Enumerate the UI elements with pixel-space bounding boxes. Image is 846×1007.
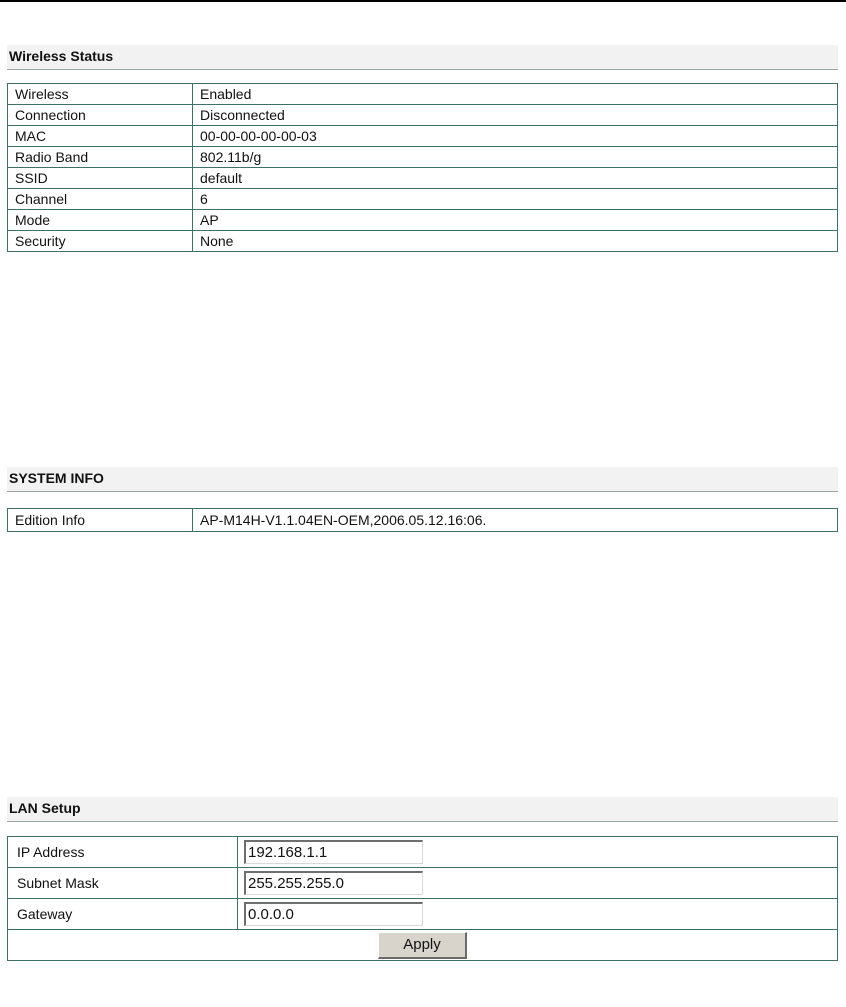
table-row <box>8 899 838 930</box>
table-row <box>8 168 838 189</box>
row-label-channel: Channel <box>8 189 193 210</box>
gateway-label: Gateway <box>8 899 238 930</box>
section-title: Wireless Status <box>7 45 838 70</box>
row-value-mode: AP <box>193 210 838 231</box>
table-row <box>8 105 838 126</box>
wireless-status-section <box>7 45 838 252</box>
row-value-edition-info: AP-M14H-V1.1.04EN-OEM,2006.05.12.16:06. <box>193 509 838 532</box>
row-value-connection: Disconnected <box>193 105 838 126</box>
ip-address-label: IP Address <box>8 837 238 868</box>
row-label-edition-info: Edition Info <box>8 509 193 532</box>
table-row <box>8 509 838 532</box>
table-row <box>8 126 838 147</box>
subnet-mask-label: Subnet Mask <box>8 868 238 899</box>
row-label-wireless: Wireless <box>8 84 193 105</box>
ip-address-cell <box>238 837 838 868</box>
table-row <box>8 147 838 168</box>
row-label-ssid: SSID <box>8 168 193 189</box>
top-divider <box>0 0 846 2</box>
gateway-cell <box>238 899 838 930</box>
row-label-security: Security <box>8 231 193 252</box>
section-title: LAN Setup <box>7 797 838 822</box>
row-value-security: None <box>193 231 838 252</box>
ip-address-input[interactable] <box>244 840 423 864</box>
row-label-mode: Mode <box>8 210 193 231</box>
apply-cell <box>8 930 838 961</box>
row-value-channel: 6 <box>193 189 838 210</box>
row-label-mac: MAC <box>8 126 193 147</box>
lan-setup-section <box>7 797 838 961</box>
lan-setup-table <box>7 836 838 961</box>
system-info-table <box>7 508 838 532</box>
table-row <box>8 930 838 961</box>
table-row <box>8 231 838 252</box>
row-label-radio-band: Radio Band <box>8 147 193 168</box>
row-value-wireless: Enabled <box>193 84 838 105</box>
table-row <box>8 868 838 899</box>
table-row <box>8 210 838 231</box>
subnet-mask-input[interactable] <box>244 871 423 895</box>
wireless-status-table <box>7 83 838 252</box>
table-row <box>8 84 838 105</box>
system-info-section <box>7 467 838 532</box>
row-value-mac: 00-00-00-00-00-03 <box>193 126 838 147</box>
row-value-ssid: default <box>193 168 838 189</box>
gateway-input[interactable] <box>244 902 423 926</box>
subnet-mask-cell <box>238 868 838 899</box>
table-row <box>8 189 838 210</box>
section-title: SYSTEM INFO <box>7 467 838 492</box>
apply-button[interactable]: Apply <box>378 932 467 959</box>
row-label-connection: Connection <box>8 105 193 126</box>
row-value-radio-band: 802.11b/g <box>193 147 838 168</box>
table-row <box>8 837 838 868</box>
